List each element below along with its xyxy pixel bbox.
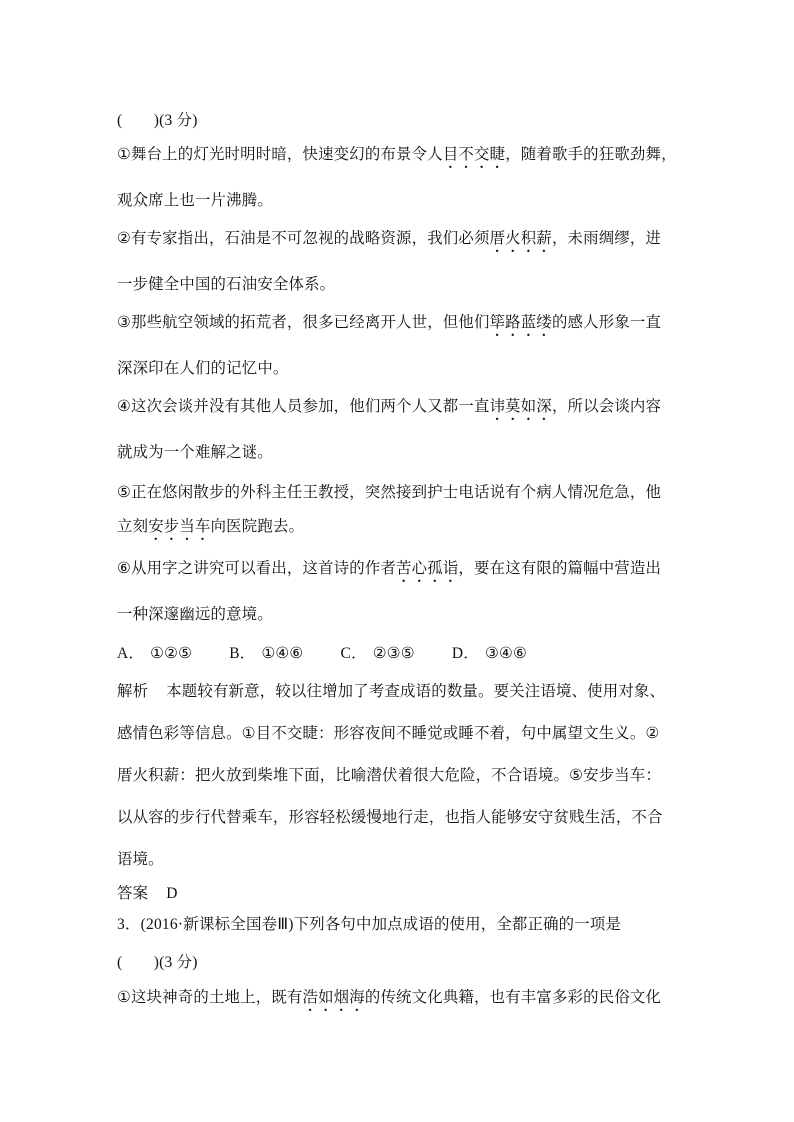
q2-sentence-4-line-2: 就成为一个难解之谜。	[117, 443, 273, 461]
analysis-line-1: 解析 本题较有新意，较以往增加了考查成语的数量。要关注语境、使用对象、	[117, 682, 666, 700]
q2-sentence-2-line-2: 一步健全中国的石油安全体系。	[117, 275, 336, 293]
emphasized-idiom: 目不交睫	[442, 145, 506, 163]
q2-sentence-6-line-2: 一种深邃幽远的意境。	[117, 605, 273, 623]
option-d: D． ③④⑥	[451, 644, 527, 662]
option-c: C． ②③⑤	[340, 644, 415, 662]
q3-stem: 下列各句中加点成语的使用，全都正确的一项是	[293, 915, 622, 933]
q2-sentence-5-line-2: 立刻安步当车向医院跑去。	[117, 517, 305, 535]
option-a: A． ①②⑤	[117, 644, 193, 662]
emphasized-idiom: 讳莫如深	[489, 397, 552, 415]
q2-sentence-3-line-2: 深深印在人们的记忆中。	[117, 359, 289, 377]
q3-sentence-1-line-1: ①这块神奇的土地上，既有浩如烟海的传统文化典籍，也有丰富多彩的民俗文化	[117, 988, 662, 1006]
answer-label: 答案	[117, 884, 149, 902]
analysis-line-4: 以从容的步行代替乘车，形容轻松缓慢地行走，也指人能够安守贫贱生活，不合	[117, 808, 663, 826]
q3-stem-line	[117, 913, 687, 936]
emphasized-idiom: 苦心孤诣	[396, 559, 459, 577]
analysis-line-3: 厝火积薪：把火放到柴堆下面，比喻潜伏着很大危险，不合语境。⑤安步当车：	[117, 766, 662, 784]
emphasized-idiom: 筚路蓝缕	[489, 313, 552, 331]
q3-number: 3．	[117, 916, 141, 933]
q3-bracket: ( )(3 分)	[117, 954, 198, 971]
q2-options	[117, 642, 687, 665]
analysis-line-2: 感情色彩等信息。①目不交睫：形容夜间不睡觉或睡不着，句中属望文生义。②	[117, 724, 660, 742]
q2-sentence-3-line-1: ③那些航空领域的拓荒者，很多已经离开人世，但他们筚路蓝缕的感人形象一直	[117, 313, 662, 331]
answer-value: D	[166, 885, 178, 902]
q2-bracket: ( )(3 分)	[117, 112, 198, 129]
q3-source: (2016·新课标全国卷Ⅲ)	[140, 916, 294, 933]
q2-sentence-1-line-2: 观众席上也一片沸腾。	[117, 191, 273, 209]
emphasized-idiom: 厝火积薪	[489, 229, 552, 247]
analysis-line-5: 语境。	[117, 850, 164, 868]
emphasized-idiom: 浩如烟海	[302, 988, 365, 1006]
analysis-label: 解析	[117, 682, 149, 700]
q2-sentence-2-line-1: ②有专家指出，石油是不可忽视的战略资源，我们必须厝火积薪，未雨绸缪，进	[117, 229, 662, 247]
emphasized-idiom: 安步当车	[148, 517, 211, 535]
option-b: B． ①④⑥	[229, 644, 304, 662]
answer-line	[117, 882, 687, 905]
q2-sentence-4-line-1: ④这次会谈并没有其他人员参加，他们两个人又都一直讳莫如深，所以会谈内容	[117, 397, 662, 415]
q2-sentence-6-line-1: ⑥从用字之讲究可以看出，这首诗的作者苦心孤诣，要在这有限的篇幅中营造出	[117, 559, 662, 577]
q2-sentence-5-line-1: ⑤正在悠闲散步的外科主任王教授，突然接到护士电话说有个病人情况危急，他	[117, 483, 662, 501]
q2-sentence-1-line-1: ①舞台上的灯光时明时暗，快速变幻的布景令人目不交睫，随着歌手的狂歌劲舞，	[117, 145, 677, 163]
